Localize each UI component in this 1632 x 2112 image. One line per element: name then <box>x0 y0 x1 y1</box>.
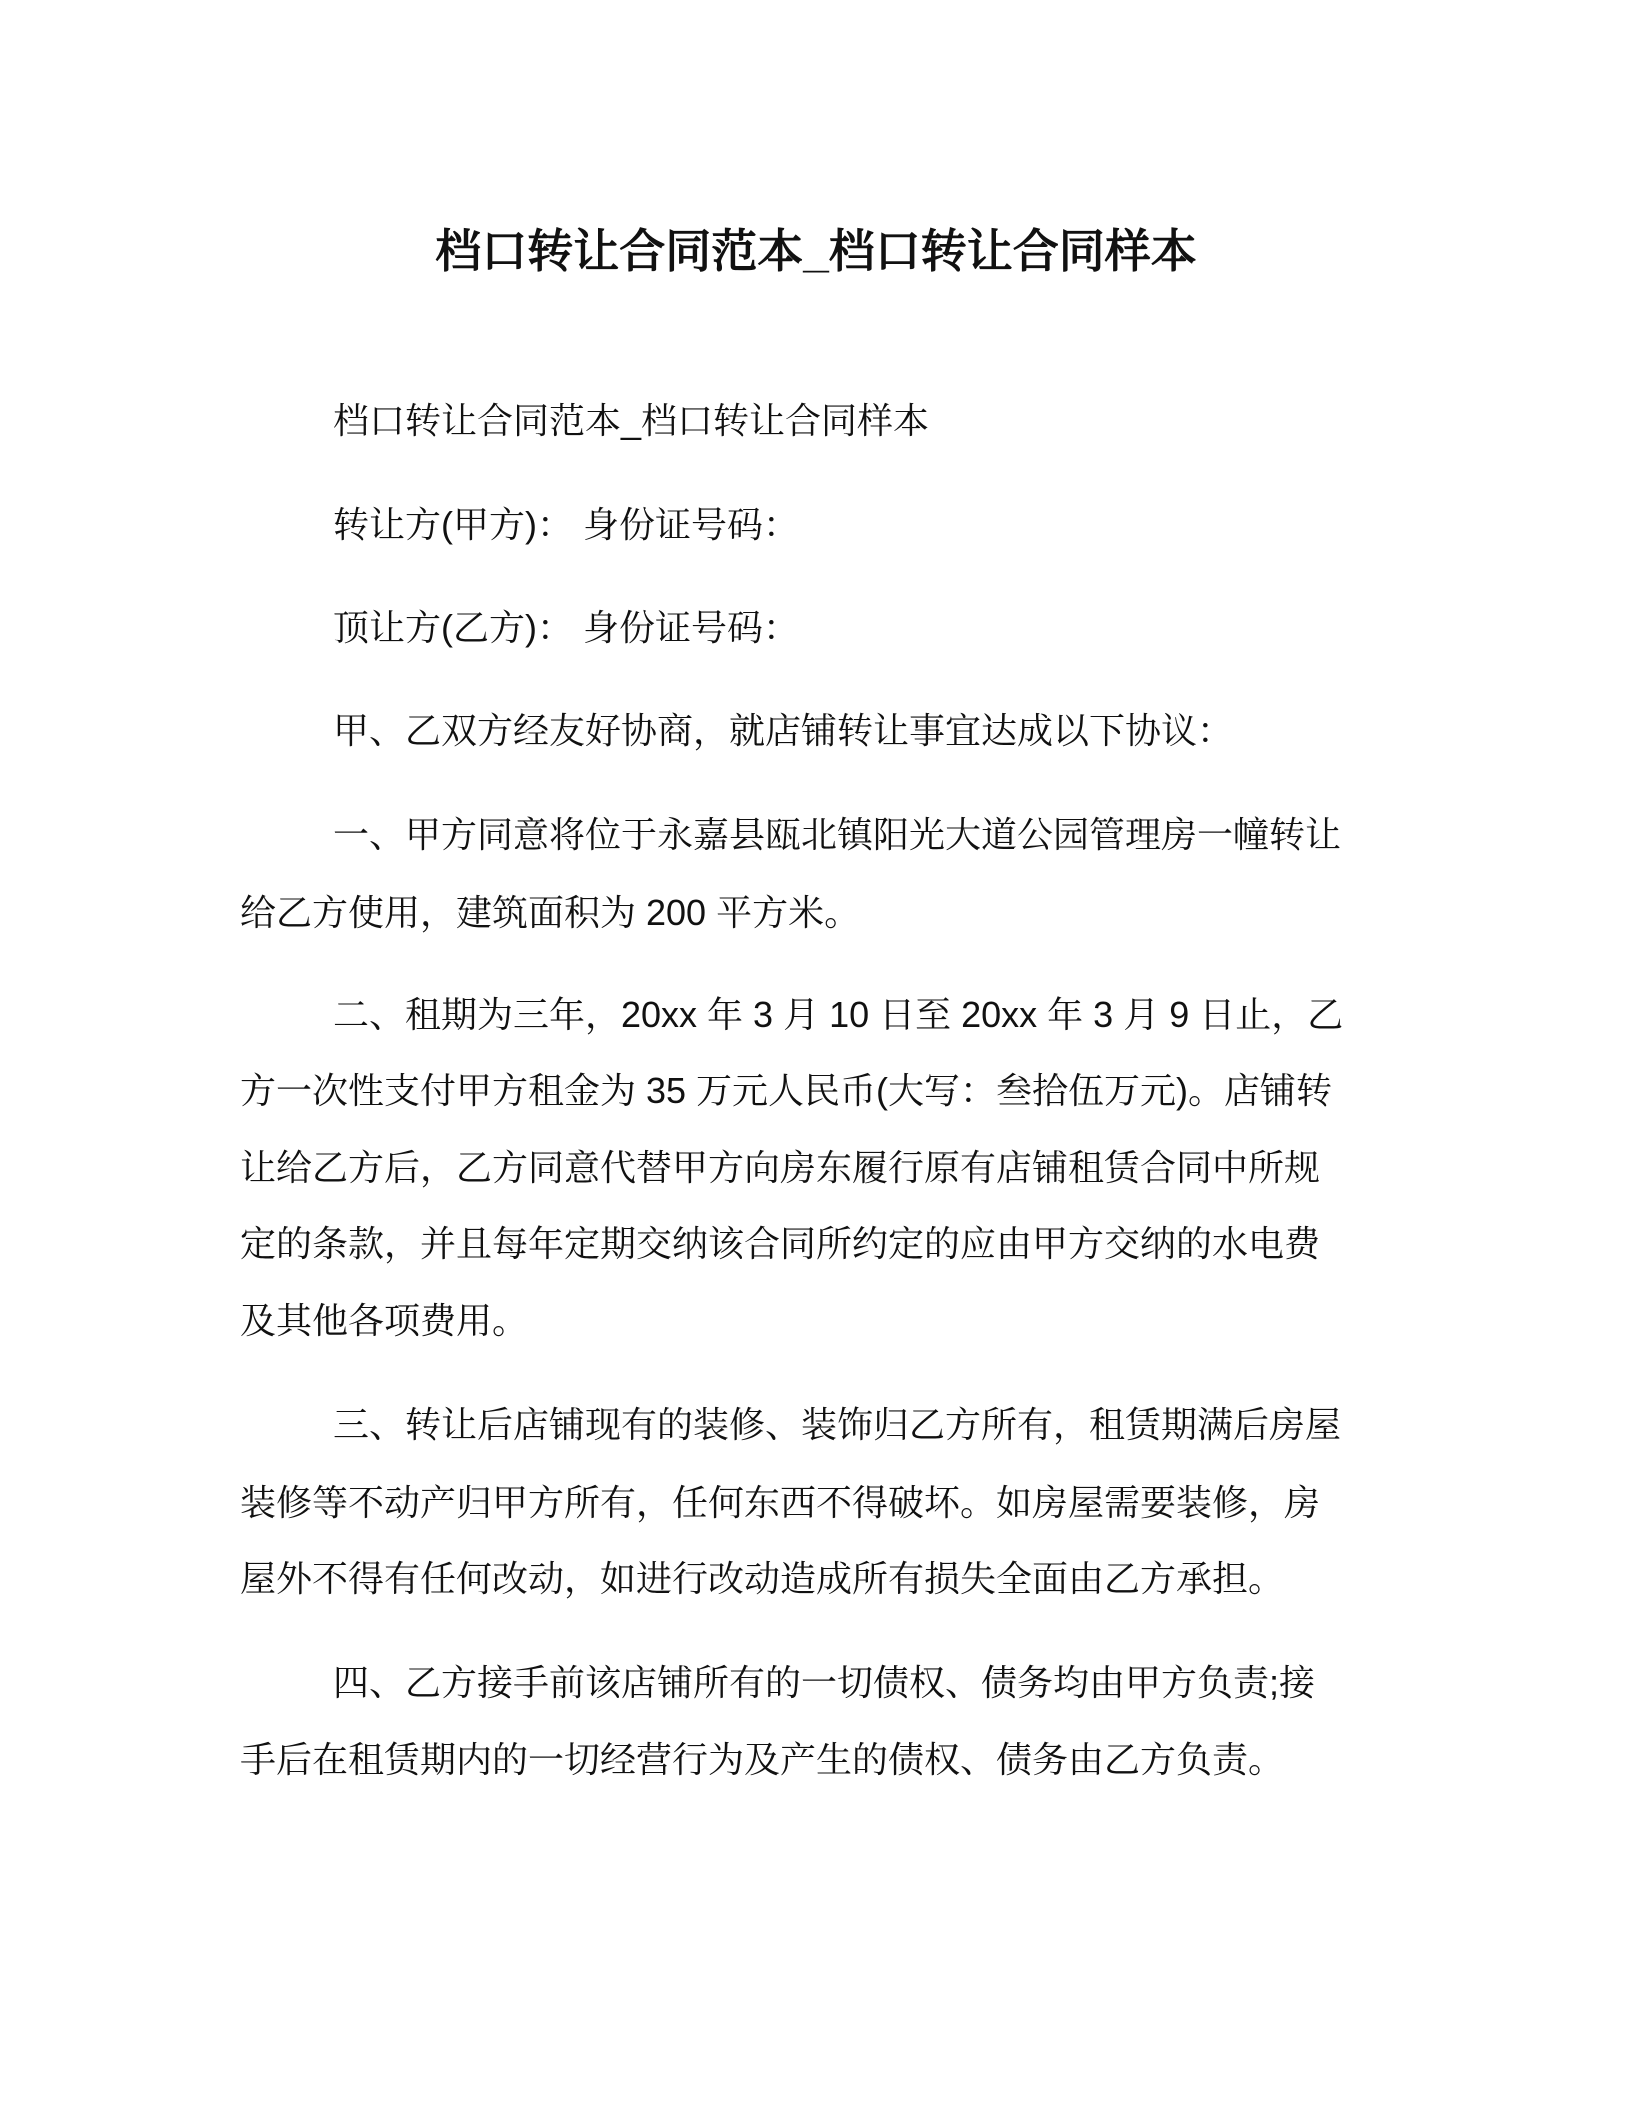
clause-line: 及其他各项费用。 <box>240 1300 529 1341</box>
clause-line: 一、甲方同意将位于永嘉县瓯北镇阳光大道公园管理房一幢转让 <box>333 814 1342 855</box>
clause-line: 屋外不得有任何改动，如进行改动造成所有损失全面由乙方承担。 <box>240 1558 1285 1599</box>
clause-line: 定的条款，并且每年定期交纳该合同所约定的应由甲方交纳的水电费 <box>240 1223 1321 1264</box>
clause-line: 给乙方使用，建筑面积为 200 平方米。 <box>240 892 861 933</box>
clause-line: 方一次性支付甲方租金为 35 万元人民币(大写：叁拾伍万元)。店铺转 <box>240 1070 1333 1111</box>
party-b-line: 顶让方(乙方)： 身份证号码： <box>333 607 799 648</box>
clause-line: 让给乙方后，乙方同意代替甲方向房东履行原有店铺租赁合同中所规 <box>240 1147 1321 1188</box>
clause-line: 二、租期为三年，20xx 年 3 月 10 日至 20xx 年 3 月 9 日止，乙 <box>333 994 1344 1035</box>
intro-paragraph: 甲、乙双方经友好协商，就店铺转让事宜达成以下协议： <box>333 710 1234 751</box>
clause-line: 四、乙方接手前该店铺所有的一切债权、债务均由甲方负责;接 <box>333 1662 1316 1703</box>
clause-line: 装修等不动产归甲方所有，任何东西不得破坏。如房屋需要装修，房 <box>240 1482 1321 1523</box>
clause-line: 三、转让后店铺现有的装修、装饰归乙方所有，租赁期满后房屋 <box>333 1404 1342 1445</box>
subtitle: 档口转让合同范本_档口转让合同样本 <box>333 400 930 441</box>
party-a-line: 转让方(甲方)： 身份证号码： <box>333 504 799 545</box>
document-title: 档口转让合同范本_档口转让合同样本 <box>435 225 1197 277</box>
clause-line: 手后在租赁期内的一切经营行为及产生的债权、债务由乙方负责。 <box>240 1739 1285 1780</box>
